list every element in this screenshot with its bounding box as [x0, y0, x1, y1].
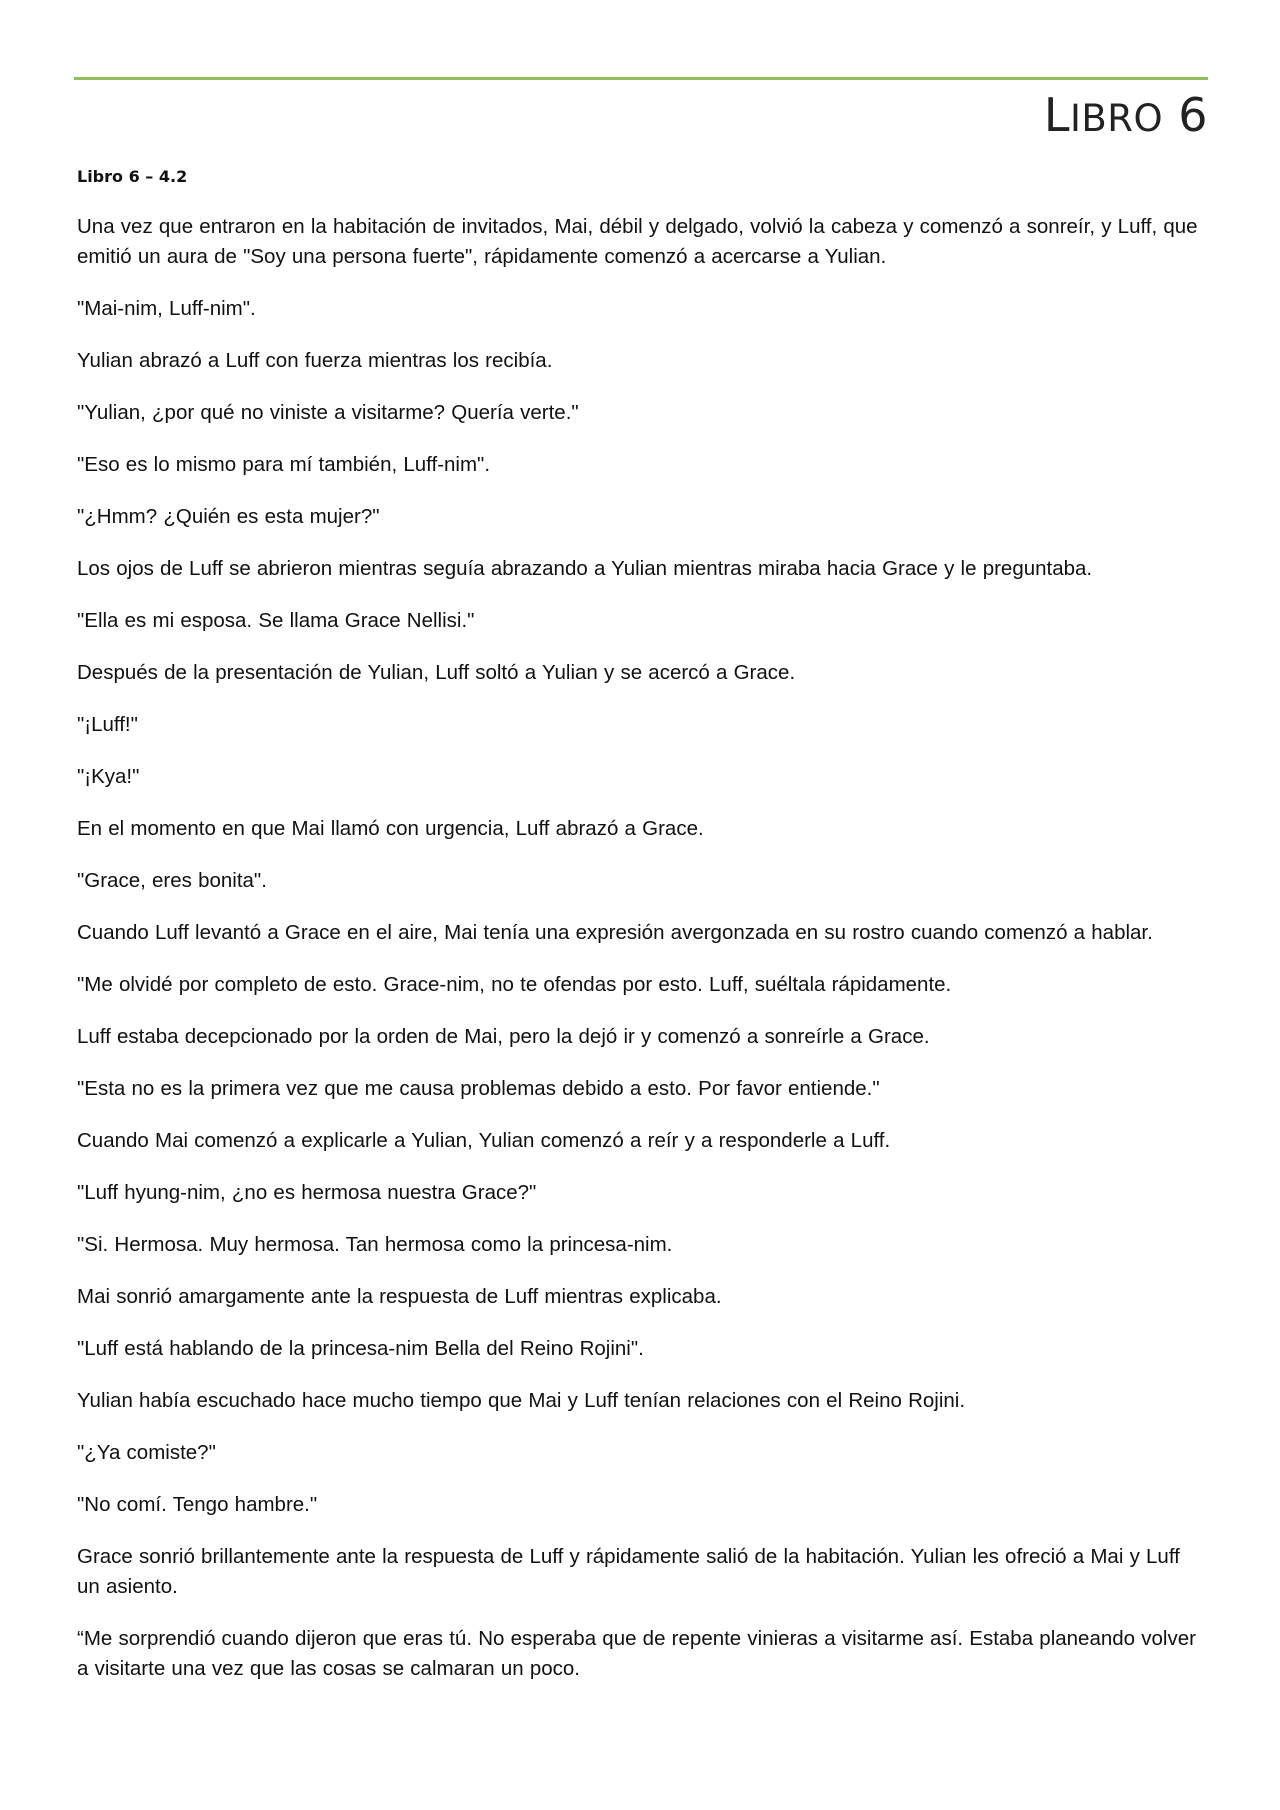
paragraph: Cuando Mai comenzó a explicarle a Yulian, Yulian comenzó a reír y a responderle a Luff. — [77, 1129, 891, 1152]
book-title-initial: L — [1043, 88, 1070, 142]
paragraph: Cuando Luff levantó a Grace en el aire, Mai tenía una expresión avergonzada en su rostro cuando comenzó a hablar. — [77, 921, 1153, 944]
paragraph: "¿Hmm? ¿Quién es esta mujer?" — [77, 505, 380, 528]
paragraph: Mai sonrió amargamente ante la respuesta de Luff mientras explicaba. — [77, 1285, 722, 1308]
section-title: Libro 6 – 4.2 — [77, 167, 188, 186]
book-title-rest: IBRO — [1069, 97, 1164, 140]
paragraph: Grace sonrió brillantemente ante la respuesta de Luff y rápidamente salió de la habitación. Yulian les ofreció a Mai y Luff un asiento. — [77, 1545, 1180, 1598]
paragraph: Una vez que entraron en la habitación de invitados, Mai, débil y delgado, volvió la cabeza y comenzó a sonreír, y Luff, que emitió un aura de "Soy una persona fuerte", rápidamente comenzó a acercarse a Yulian. — [77, 215, 1198, 268]
paragraph: “Me sorprendió cuando dijeron que eras tú. No esperaba que de repente vinieras a visitarme así. Estaba planeando volver a visitarte una vez que las cosas se calmaran un poco. — [77, 1627, 1196, 1680]
paragraph: "¡Kya!" — [77, 765, 140, 788]
paragraph: "Eso es lo mismo para mí también, Luff-nim". — [77, 453, 491, 476]
paragraph: "Mai-nim, Luff-nim". — [77, 297, 256, 320]
book-title — [1043, 88, 1208, 142]
paragraph: "¿Ya comiste?" — [77, 1441, 216, 1464]
paragraph: "Si. Hermosa. Muy hermosa. Tan hermosa como la princesa-nim. — [77, 1233, 673, 1256]
paragraph: "¡Luff!" — [77, 713, 138, 736]
paragraph: "Grace, eres bonita". — [77, 869, 267, 892]
paragraph: Luff estaba decepcionado por la orden de Mai, pero la dejó ir y comenzó a sonreírle a Grace. — [77, 1025, 930, 1048]
paragraph: Yulian había escuchado hace mucho tiempo que Mai y Luff tenían relaciones con el Reino Rojini. — [77, 1389, 966, 1412]
document-body — [77, 212, 1208, 1706]
header-rule — [74, 77, 1208, 80]
paragraph: En el momento en que Mai llamó con urgencia, Luff abrazó a Grace. — [77, 817, 704, 840]
paragraph: "Yulian, ¿por qué no viniste a visitarme? Quería verte." — [77, 401, 579, 424]
paragraph: "Ella es mi esposa. Se llama Grace Nellisi." — [77, 609, 475, 632]
paragraph: Después de la presentación de Yulian, Luff soltó a Yulian y se acercó a Grace. — [77, 661, 796, 684]
book-title-number: 6 — [1178, 88, 1208, 142]
paragraph: "Luff hyung-nim, ¿no es hermosa nuestra Grace?" — [77, 1181, 537, 1204]
paragraph: "No comí. Tengo hambre." — [77, 1493, 318, 1516]
paragraph: Los ojos de Luff se abrieron mientras seguía abrazando a Yulian mientras miraba hacia Grace y le preguntaba. — [77, 557, 1093, 580]
paragraph: "Luff está hablando de la princesa-nim Bella del Reino Rojini". — [77, 1337, 644, 1360]
paragraph: "Esta no es la primera vez que me causa problemas debido a esto. Por favor entiende." — [77, 1077, 880, 1100]
paragraph: "Me olvidé por completo de esto. Grace-nim, no te ofendas por esto. Luff, suéltala rápidamente. — [77, 973, 952, 996]
paragraph: Yulian abrazó a Luff con fuerza mientras los recibía. — [77, 349, 553, 372]
